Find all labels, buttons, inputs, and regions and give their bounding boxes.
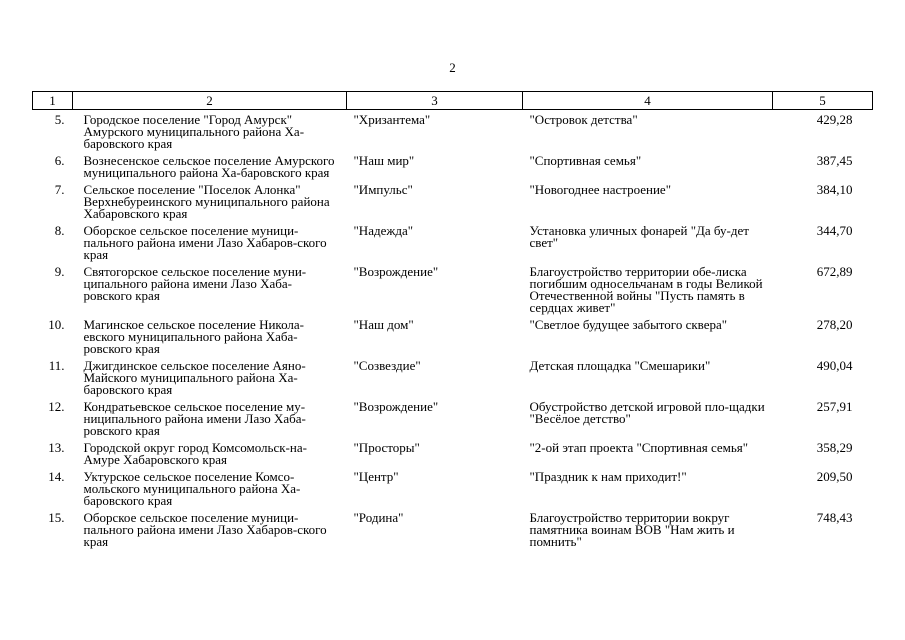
table-row	[33, 110, 873, 156]
table-row	[33, 442, 873, 471]
row-number: 10.	[48, 317, 65, 332]
project-name: "Островок детства"	[529, 112, 638, 127]
tos-name: "Надежда"	[353, 223, 414, 238]
tos-name: "Наш мир"	[353, 153, 415, 168]
project-name: "Светлое будущее забытого сквера"	[529, 317, 728, 332]
table-row	[33, 401, 873, 442]
table-row	[33, 155, 873, 184]
project-name: Детская площадка "Смешарики"	[529, 358, 711, 373]
column-header-1: 1	[33, 92, 73, 110]
amount: 278,20	[816, 317, 853, 332]
row-number: 13.	[48, 440, 65, 455]
tos-name: "Просторы"	[353, 440, 420, 455]
amount: 358,29	[816, 440, 853, 455]
table-row	[33, 184, 873, 225]
settlement-name: Вознесенское сельское поселение Амурского муниципального района Ха-баровского края	[83, 153, 335, 180]
table-row	[33, 319, 873, 360]
project-name: "Праздник к нам приходит!"	[529, 469, 687, 484]
settlement-name: Джигдинское сельское поселение Аяно-Майского муниципального района Ха-баровского края	[83, 358, 306, 397]
row-number: 6.	[54, 153, 65, 168]
table-row	[33, 360, 873, 401]
column-header-3: 3	[347, 92, 523, 110]
row-number: 12.	[48, 399, 65, 414]
header-row	[33, 92, 873, 110]
row-number: 14.	[48, 469, 65, 484]
tos-name: "Созвездие"	[353, 358, 421, 373]
column-header-4: 4	[523, 92, 773, 110]
row-number: 9.	[54, 264, 65, 279]
row-number: 15.	[48, 510, 65, 525]
project-name: "Спортивная семья"	[529, 153, 642, 168]
table-row	[33, 512, 873, 553]
amount: 209,50	[816, 469, 853, 484]
column-header-2: 2	[73, 92, 347, 110]
project-name: Благоустройство территории обе-лиска погибшим односельчанам в годы Великой Отечественной войны "Пусть память в сердцах живет"	[529, 264, 763, 315]
settlement-name: Магинское сельское поселение Никола-евского муниципального района Хаба-ровского края	[83, 317, 304, 356]
project-name: Благоустройство территории вокруг памятника воинам ВОВ "Нам жить и помнить"	[529, 510, 735, 549]
row-number: 5.	[54, 112, 65, 127]
amount: 344,70	[816, 223, 853, 238]
tos-name: "Наш дом"	[353, 317, 414, 332]
tos-name: "Возрождение"	[353, 399, 439, 414]
row-number: 8.	[54, 223, 65, 238]
table-row	[33, 266, 873, 319]
project-name: "Новогоднее настроение"	[529, 182, 671, 197]
tos-name: "Родина"	[353, 510, 404, 525]
row-number: 7.	[54, 182, 65, 197]
tos-name: "Импульс"	[353, 182, 413, 197]
amount: 490,04	[816, 358, 853, 373]
column-header-5: 5	[773, 92, 873, 110]
amount: 387,45	[816, 153, 853, 168]
project-name: Установка уличных фонарей "Да бу-дет свет"	[529, 223, 749, 250]
amount: 429,28	[816, 112, 853, 127]
settlement-name: Кондратьевское сельское поселение му-ниципального района имени Лазо Хаба-ровского края	[83, 399, 306, 438]
amount: 257,91	[816, 399, 853, 414]
tos-name: "Хризантема"	[353, 112, 431, 127]
tos-name: "Центр"	[353, 469, 399, 484]
page-number: 2	[449, 60, 456, 75]
settlement-name: Уктурское сельское поселение Комсо-мольского муниципального района Ха-баровского края	[83, 469, 301, 508]
table-row	[33, 225, 873, 266]
amount: 384,10	[816, 182, 853, 197]
settlement-name: Оборское сельское поселение муници-пального района имени Лазо Хабаров-ского края	[83, 223, 327, 262]
tos-name: "Возрождение"	[353, 264, 439, 279]
amount: 748,43	[816, 510, 853, 525]
project-name: "2-ой этап проекта "Спортивная семья"	[529, 440, 749, 455]
settlement-name: Святогорское сельское поселение муни-ципального района имени Лазо Хаба-ровского края	[83, 264, 307, 303]
settlement-name: Городское поселение "Город Амурск" Амурского муниципального района Ха-баровского края	[83, 112, 305, 151]
row-number: 11.	[48, 358, 65, 373]
settlement-name: Сельское поселение "Поселок Алонка" Верхнебуреинского муниципального района Хабаровского края	[83, 182, 330, 221]
settlement-name: Оборское сельское поселение муници-пального района имени Лазо Хабаров-ского края	[83, 510, 327, 549]
amount: 672,89	[816, 264, 853, 279]
data-table	[32, 91, 873, 553]
table-body	[33, 110, 873, 554]
table-row	[33, 471, 873, 512]
settlement-name: Городской округ город Комсомольск-на-Амуре Хабаровского края	[83, 440, 307, 467]
project-name: Обустройство детской игровой пло-щадки "Весёлое детство"	[529, 399, 765, 426]
